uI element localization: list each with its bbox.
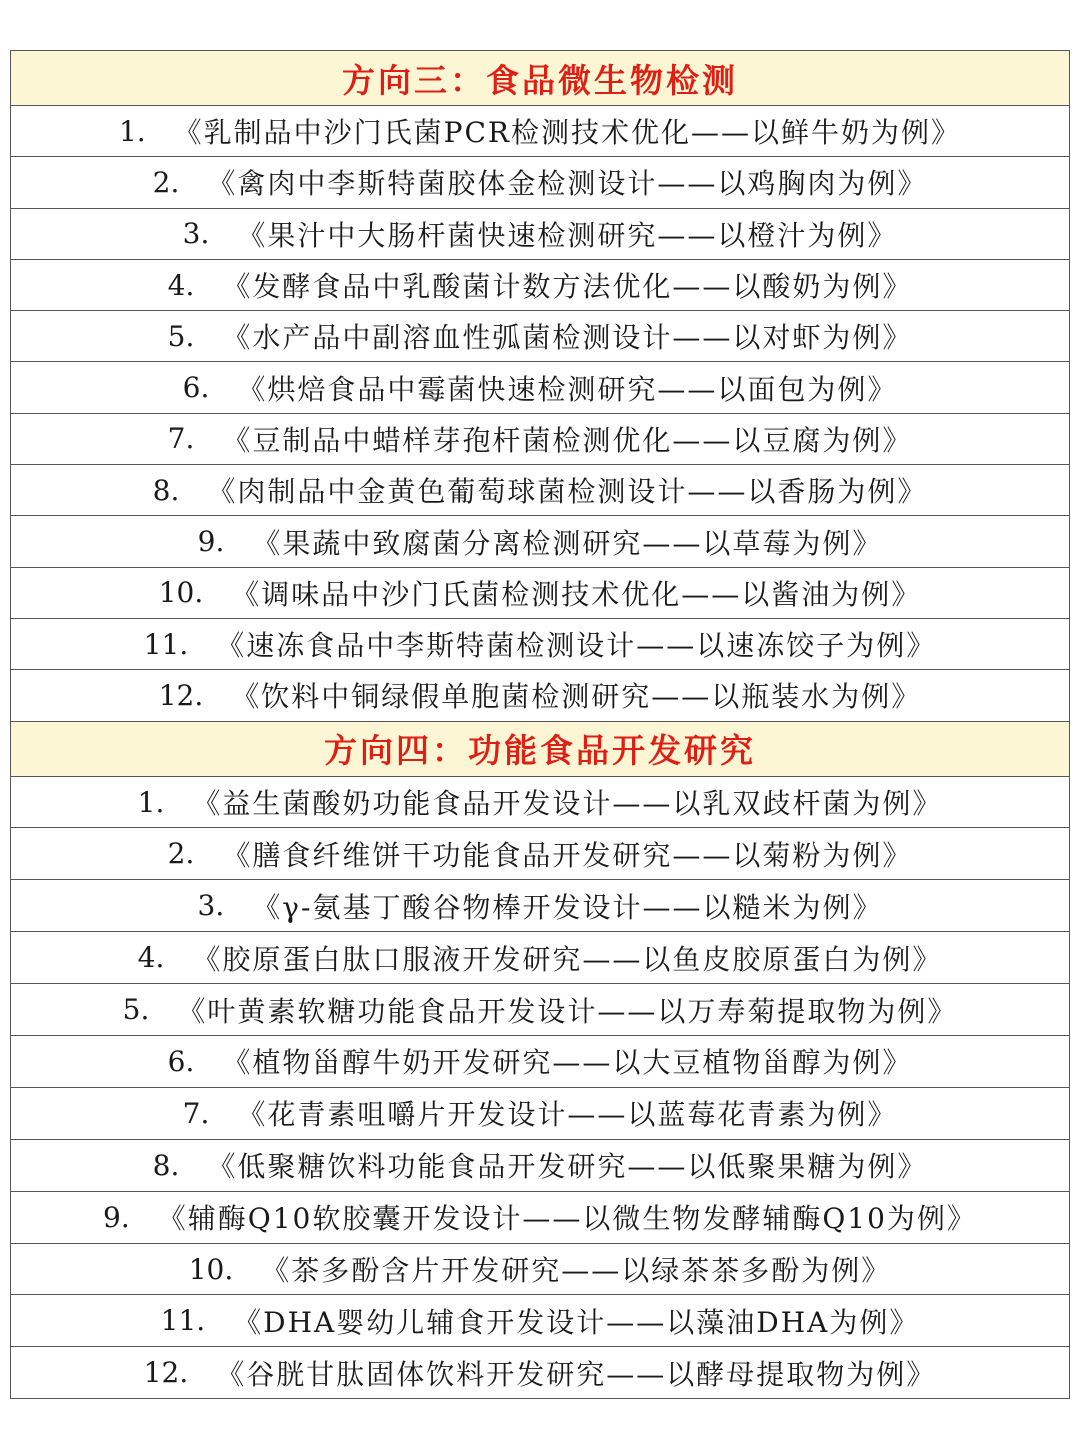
list-item [11,568,1069,619]
section-header: 方向四：功能食品开发研究 [11,722,1069,777]
item-title: 《禽肉中李斯特菌胶体金检测设计——以鸡胸肉为例》 [207,167,928,201]
list-item [11,311,1069,362]
item-number: 4. [137,941,165,975]
item-title: 《果蔬中致腐菌分离检测研究——以草莓为例》 [252,526,883,560]
list-item [11,209,1069,260]
list-item [11,984,1069,1036]
list-item [11,1244,1069,1296]
item-title: 《水产品中副溶血性弧菌检测设计——以对虾为例》 [222,321,913,355]
topic-table [10,50,1070,1399]
item-number: 6. [182,371,210,405]
list-item [11,1036,1069,1088]
list-item [11,1140,1069,1192]
list-item [11,880,1069,932]
list-item [11,670,1069,721]
item-title: 《叶黄素软糖功能食品开发设计——以万寿菊提取物为例》 [177,994,958,1028]
item-title: 《膳食纤维饼干功能食品开发研究——以菊粉为例》 [222,838,913,872]
list-item [11,828,1069,880]
list-item [11,932,1069,984]
item-number: 1. [118,114,146,148]
list-item [11,414,1069,465]
item-number: 11. [160,1304,206,1338]
item-number: 3. [197,889,225,923]
item-number: 3. [182,217,210,251]
item-title: 《辅酶Q10软胶囊开发设计——以微生物发酵辅酶Q10为例》 [157,1202,977,1236]
item-title: 《益生菌酸奶功能食品开发设计——以乳双歧杆菌为例》 [192,787,943,820]
item-number: 12. [143,1356,189,1390]
item-title: 《γ-氨基丁酸谷物棒开发设计——以糙米为例》 [252,890,883,924]
list-item [11,106,1069,157]
list-item [11,516,1069,567]
item-title: 《调味品中沙门氏菌检测技术优化——以酱油为例》 [231,577,922,611]
item-number: 8. [152,473,180,507]
list-item [11,260,1069,311]
item-number: 5. [122,993,150,1027]
item-number: 7. [182,1096,210,1130]
item-title: 《豆制品中蜡样芽孢杆菌检测优化——以豆腐为例》 [222,423,913,457]
item-title: 《谷胱甘肽固体饮料开发研究——以酵母提取物为例》 [216,1357,937,1391]
section-header: 方向三：食品微生物检测 [11,51,1069,106]
item-title: 《果汁中大肠杆菌快速检测研究——以橙汁为例》 [237,218,898,252]
list-item [11,1192,1069,1244]
item-title: 《乳制品中沙门氏菌PCR检测技术优化——以鲜牛奶为例》 [173,116,962,150]
list-item [11,157,1069,208]
item-title: 《植物甾醇牛奶开发研究——以大豆植物甾醇为例》 [222,1046,913,1080]
item-number: 1. [137,785,165,819]
item-number: 9. [197,525,225,559]
item-number: 6. [167,1044,195,1078]
list-item [11,619,1069,670]
item-title: 《速冻食品中李斯特菌检测设计——以速冻饺子为例》 [216,629,937,663]
list-item [11,1088,1069,1140]
item-title: 《DHA婴幼儿辅食开发设计——以藻油DHA为例》 [233,1305,920,1339]
item-number: 11. [143,627,189,661]
item-number: 4. [167,268,195,302]
item-number: 5. [167,319,195,353]
item-title: 《胶原蛋白肽口服液开发研究——以鱼皮胶原蛋白为例》 [192,942,943,976]
item-number: 8. [152,1148,180,1182]
item-title: 《饮料中铜绿假单胞菌检测研究——以瓶装水为例》 [231,680,922,714]
item-number: 2. [152,165,180,199]
item-number: 9. [103,1200,130,1234]
section-direction-4 [11,722,1069,1400]
item-title: 《花青素咀嚼片开发设计——以蓝莓花青素为例》 [237,1098,898,1132]
item-title: 《发酵食品中乳酸菌计数方法优化——以酸奶为例》 [222,270,913,304]
item-title: 《低聚糖饮料功能食品开发研究——以低聚果糖为例》 [207,1150,928,1184]
item-number: 12. [158,678,204,712]
item-number: 2. [167,837,195,871]
item-number: 10. [158,576,204,610]
item-title: 《茶多酚含片开发研究——以绿茶茶多酚为例》 [261,1254,892,1288]
item-number: 10. [188,1252,234,1286]
list-item [11,362,1069,413]
item-title: 《烘焙食品中霉菌快速检测研究——以面包为例》 [237,372,898,406]
item-number: 7. [167,422,195,456]
item-title: 《肉制品中金黄色葡萄球菌检测设计——以香肠为例》 [207,475,928,509]
list-item [11,777,1069,829]
list-item [11,1295,1069,1347]
list-item [11,1347,1069,1399]
list-item [11,465,1069,516]
section-direction-3 [11,51,1069,722]
